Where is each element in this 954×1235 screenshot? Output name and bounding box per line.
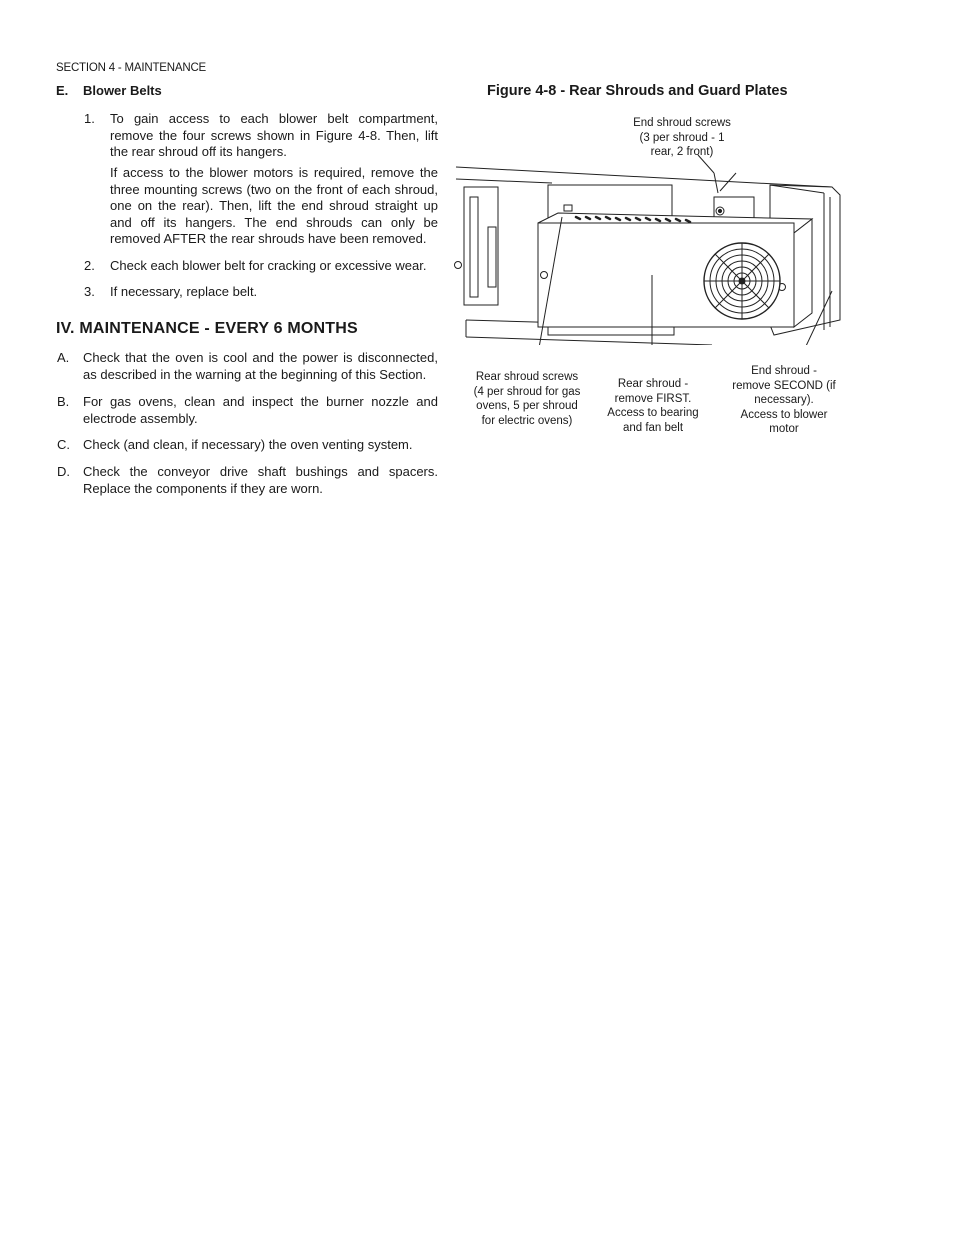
callout-end-shroud-screws: End shroud screws (3 per shroud - 1 rear, 2 front) xyxy=(633,117,731,158)
callout-end-shroud: End shroud - remove SECOND (if necessary). Access to blower motor xyxy=(732,365,836,435)
step-number: 3. xyxy=(84,284,95,299)
item-letter: D. xyxy=(57,464,70,479)
item-letter: A. xyxy=(57,350,70,365)
callout-rear-shroud-screws: Rear shroud screws (4 per shroud for gas ovens, 5 per shroud for electric ovens) xyxy=(473,371,581,427)
step-text: Check each blower belt for cracking or excessive wear. xyxy=(110,258,427,273)
item-text: Check the conveyor drive shaft bushings and spacers. Replace the components if they are worn. xyxy=(83,464,438,496)
item-text: Check (and clean, if necessary) the oven venting system. xyxy=(83,437,413,452)
step-text: To gain access to each blower belt compartment, remove the four screws shown in Figure 4-8. Then, lift the rear shroud off its hangers. xyxy=(110,111,438,159)
item-text: Check that the oven is cool and the power is disconnected, as described in the warning at the beginning of this Section. xyxy=(83,350,438,382)
item-text: For gas ovens, clean and inspect the burner nozzle and electrode assembly. xyxy=(83,394,438,426)
step-text: If necessary, replace belt. xyxy=(110,284,258,299)
step-number: 2. xyxy=(84,258,95,273)
figure-title: Figure 4-8 - Rear Shrouds and Guard Plates xyxy=(487,83,788,99)
step-number: 1. xyxy=(84,111,95,126)
callout-rear-shroud: Rear shroud - remove FIRST. Access to bearing and fan belt xyxy=(607,378,699,434)
item-letter: B. xyxy=(57,394,70,409)
section-heading: IV. MAINTENANCE - EVERY 6 MONTHS xyxy=(56,320,358,337)
subsection-title: Blower Belts xyxy=(83,83,162,98)
item-letter: C. xyxy=(57,437,70,452)
page-header: SECTION 4 - MAINTENANCE xyxy=(56,62,207,74)
subsection-letter: E. xyxy=(56,83,69,98)
step-text: If access to the blower motors is required, remove the three mounting screws (two on the front of each shroud, one on the rear). Then, lift the end shroud straight up and off its hangers. The end shrouds can only be removed AFTER the rear shrouds have been removed. xyxy=(110,165,438,246)
